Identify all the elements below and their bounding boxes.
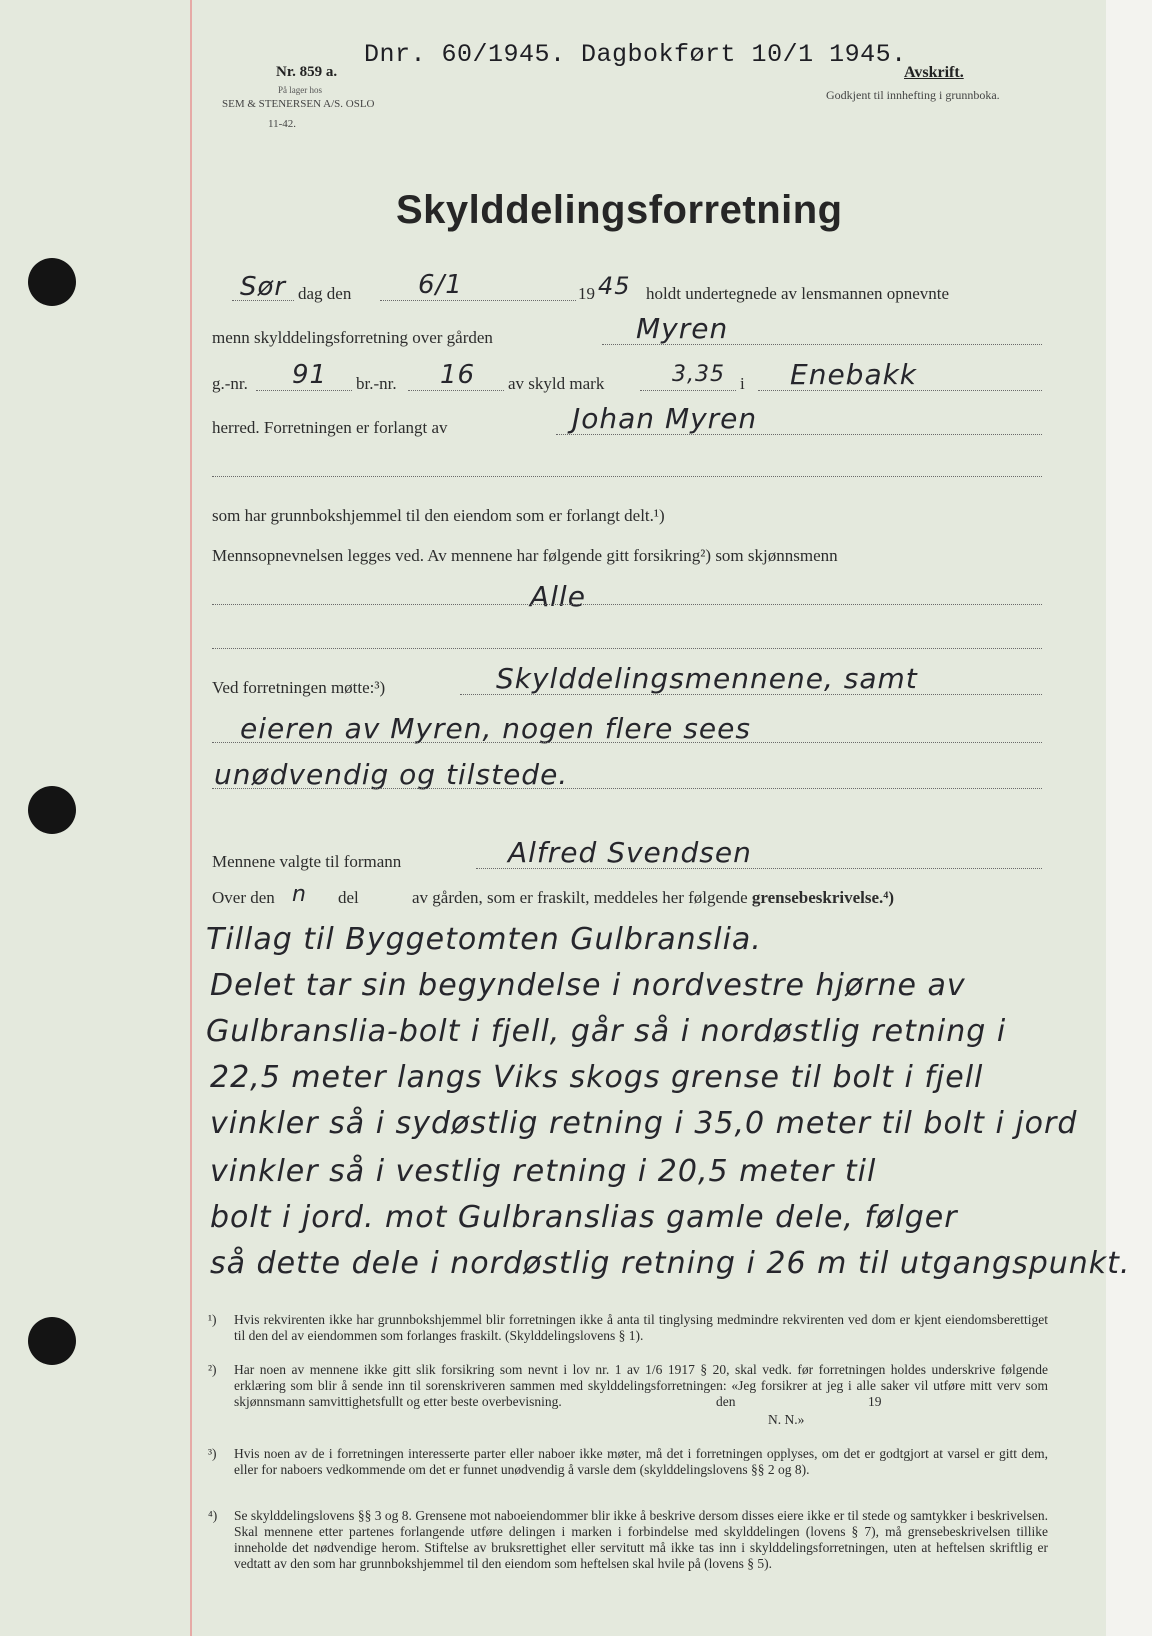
grense-bold: grensebeskrivelse.⁴) [751,888,895,907]
form-number: Nr. 859 a. [276,64,338,80]
footnote [208,1312,1048,1344]
gnr-handwritten: 91 [292,360,328,390]
registration-stamp: Dnr. 60/1945. Dagbokført 10/1 1945. [364,40,907,69]
footnote-text: Se skylddelingslovens §§ 3 og 8. Grensene mot naboeiendommer blir ikke å beskrive dersom disses eiere ikke er til stede og samtykker i beskrivelsen. Skal mennene etter partenes forlangende utføre delingen i marken i forbindelse med skylddelingen (lovens § 7), må grensebeskrivelsen tillike inneholde det nødvendige herom. Stiftelse av bruksrettighet eller servitutt må ikke tas inn i skylddelingsforretningen, uten at heftelsen skriftlig er vedtatt av den som har grunnbokshjemmel til den eiendom som heftelsen skal hvile på (lovens § 5). [234,1508,1048,1571]
dotted-line [408,390,504,391]
over-den-label: Over den [212,888,275,907]
footnote-text: Har noen av mennene ikke gitt slik forsikring som nevnt i lov nr. 1 av 1/6 1917 § 20, skal vedk. før forretningen holdes underskrive følgende erklæring som blir å sende inn til sorenskriveren sammen med skylddelingsforretningen: «Jeg forsikrer at jeg i alle saker vil utføre mitt verv som skjønnsmann samvittighetsfullt og etter beste overbevisning. [234,1362,1048,1409]
copy-label: Avskrift. [904,64,964,81]
label-year-prefix: 19 [578,284,595,303]
label-skyld: av skyld mark [508,374,605,393]
dotted-line [256,390,352,391]
footnote-mark: ⁴) [208,1508,218,1523]
label-dag-den: dag den [298,284,352,303]
dotted-line [602,344,1042,345]
punch-hole [28,258,76,306]
label-brnr: br.-nr. [356,374,397,393]
year-handwritten: 45 [598,272,631,300]
label-menn: menn skylddelingsforretning over gården [212,328,493,347]
footnote-tail [208,1394,1048,1427]
dotted-line [212,604,1042,605]
dotted-line [232,300,294,301]
place-handwritten: Sør [240,272,287,302]
label-i: i [740,374,745,393]
boundary-line: Gulbranslia-bolt i fjell, går så i nordøstlig retning i [206,1014,1007,1049]
dotted-line [640,390,736,391]
boundary-line: så dette dele i nordøstlig retning i 26 m til utgangspunkt. [210,1246,1131,1281]
dotted-line [476,868,1042,869]
footnote-text: Hvis rekvirenten ikke har grunnbokshjemmel blir forretningen ikke å anta til tinglysing medmindre rekvirenten ved dom er kjent eiendomsberettiget til den del av eiendommen som forlanges fraskilt. (Skylddelingslovens § 1). [234,1312,1048,1343]
label-gnr: g.-nr. [212,374,248,393]
boundary-line: vinkler så i vestlig retning i 20,5 meter til [210,1154,877,1189]
footnote-den: den [716,1394,736,1409]
mote-line-2: eieren av Myren, nogen flere sees [240,712,751,745]
footnote-mark: ²) [208,1362,217,1377]
farm-handwritten: Myren [636,312,729,345]
punch-hole [28,1317,76,1365]
footnote-mark: ³) [208,1446,217,1461]
footnote [208,1446,1048,1478]
hjemmel-text: som har grunnbokshjemmel til den eiendom som er forlangt delt.¹) [212,506,665,525]
requester-handwritten: Johan Myren [572,402,758,435]
mennsopnevnelse-text: Mennsopnevnelsen legges ved. Av mennene har følgende gitt forsikring²) som skjønnsmenn [212,546,838,565]
mote-label: Ved forretningen møtte:³) [212,678,386,697]
dotted-line [212,788,1042,789]
boundary-line: bolt i jord. mot Gulbranslias gamle dele, følger [210,1200,958,1235]
boundary-line: Delet tar sin begyndelse i nordvestre hjørne av [210,968,966,1003]
printer-name: SEM & STENERSEN A/S. OSLO [222,98,375,110]
dotted-line [380,300,576,301]
date-handwritten: 6/1 [418,270,463,300]
printer-date: 11-42. [268,118,297,130]
footnote [208,1362,1048,1426]
over-den-handwritten: n [292,882,307,907]
footnote [208,1508,1048,1572]
margin-rule [190,0,192,1636]
boundary-line: Tillag til Byggetomten Gulbranslia. [206,922,762,957]
forsikring-handwritten: Alle [530,580,586,613]
footnote-19: 19 [868,1394,882,1409]
del-label: del [338,888,359,907]
boundary-line: vinkler så i sydøstlig retning i 35,0 meter til bolt i jord [210,1106,1078,1141]
grense-text [412,888,894,908]
brnr-handwritten: 16 [440,360,476,390]
dotted-line [212,648,1042,649]
page-title: Skylddelingsforretning [396,188,843,232]
dotted-line [212,742,1042,743]
formann-label: Mennene valgte til formann [212,852,402,871]
scan-edge [1106,0,1152,1636]
skyld-handwritten: 3,35 [672,362,725,387]
label-holdt: holdt undertegnede av lensmannen opnevnte [646,284,950,303]
copy-note: Godkjent til innhefting i grunnboka. [826,88,1000,102]
printer-line: På lager hos [278,85,322,95]
footnote-nn: N. N.» [768,1412,805,1427]
formann-handwritten: Alfred Svendsen [508,836,752,869]
mote-line-3: unødvendig og tilstede. [214,758,569,791]
label-herred: herred. Forretningen er forlangt av [212,418,448,437]
footnote-text: Hvis noen av de i forretningen interesserte parter eller naboer ikke møter, må det i forretningen opplyses, om det er godtgjort at varsel er gitt dem, eller for naboers vedkommende om det er funnet unødvendig å varsle dem (skylddelingslovens §§ 2 og 8). [234,1446,1048,1477]
punch-hole [28,786,76,834]
municipality-handwritten: Enebakk [790,358,918,391]
grense-intro: av gården, som er fraskilt, meddeles her følgende [412,888,748,907]
dotted-line [460,694,1042,695]
boundary-line: 22,5 meter langs Viks skogs grense til bolt i fjell [210,1060,984,1095]
mote-line-1: Skylddelingsmennene, samt [496,662,918,695]
footnote-mark: ¹) [208,1312,217,1327]
dotted-line [212,476,1042,477]
